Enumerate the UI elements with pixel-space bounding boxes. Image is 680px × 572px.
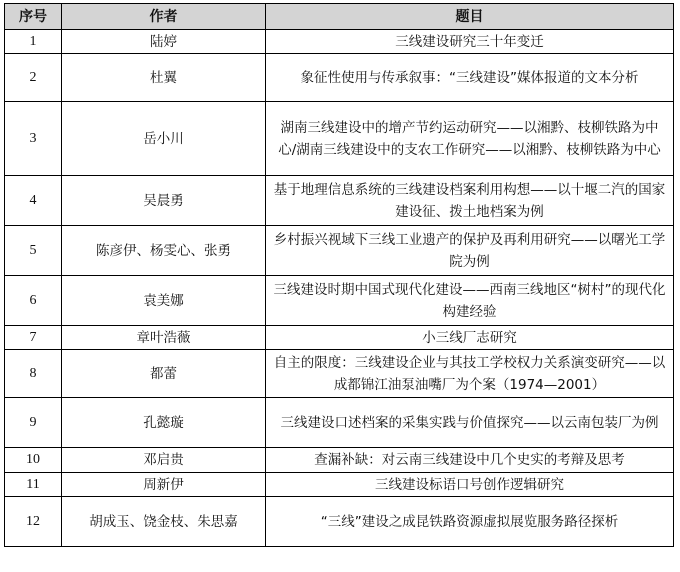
row-author: 陈彦伊、杨雯心、张勇 — [62, 226, 266, 276]
row-title: 基于地理信息系统的三线建设档案利用构想——以十堰二汽的国家建设征、拨土地档案为例 — [266, 176, 674, 226]
header-no: 序号 — [5, 4, 62, 30]
row-number: 3 — [5, 102, 62, 176]
table-row — [5, 276, 674, 326]
row-title: 三线建设研究三十年变迁 — [266, 30, 674, 54]
table-row — [5, 102, 674, 176]
row-number: 7 — [5, 326, 62, 350]
row-title: 查漏补缺：对云南三线建设中几个史实的考辩及思考 — [266, 448, 674, 473]
table-row — [5, 497, 674, 547]
table-row — [5, 398, 674, 448]
row-title: 湖南三线建设中的增产节约运动研究——以湘黔、枝柳铁路为中心/湖南三线建设中的支农工作研究——以湘黔、枝柳铁路为中心 — [266, 102, 674, 176]
row-title: 象征性使用与传承叙事：“三线建设”媒体报道的文本分析 — [266, 54, 674, 102]
table-row — [5, 54, 674, 102]
table-row — [5, 350, 674, 398]
row-number: 4 — [5, 176, 62, 226]
row-title: 三线建设标语口号创作逻辑研究 — [266, 473, 674, 497]
row-author: 杜翼 — [62, 54, 266, 102]
row-number: 2 — [5, 54, 62, 102]
row-author: 吴晨勇 — [62, 176, 266, 226]
row-author: 孔懿璇 — [62, 398, 266, 448]
row-title: 自主的限度：三线建设企业与其技工学校权力关系演变研究——以成都锦江油泵油嘴厂为个案（1974—2001） — [266, 350, 674, 398]
row-number: 9 — [5, 398, 62, 448]
row-author: 邓启贵 — [62, 448, 266, 473]
row-author: 岳小川 — [62, 102, 266, 176]
header-author: 作者 — [62, 4, 266, 30]
row-title: “三线”建设之成昆铁路资源虚拟展览服务路径探析 — [266, 497, 674, 547]
row-number: 1 — [5, 30, 62, 54]
papers-table — [4, 3, 674, 547]
header-title: 题目 — [266, 4, 674, 30]
row-number: 5 — [5, 226, 62, 276]
row-number: 8 — [5, 350, 62, 398]
table-row — [5, 326, 674, 350]
row-title: 乡村振兴视域下三线工业遗产的保护及再利用研究——以曙光工学院为例 — [266, 226, 674, 276]
row-author: 陆婷 — [62, 30, 266, 54]
header-row — [5, 4, 674, 30]
row-author: 周新伊 — [62, 473, 266, 497]
row-author: 胡成玉、饶金枝、朱思嘉 — [62, 497, 266, 547]
row-number: 6 — [5, 276, 62, 326]
row-number: 10 — [5, 448, 62, 473]
row-author: 袁美娜 — [62, 276, 266, 326]
row-title: 三线建设口述档案的采集实践与价值探究——以云南包装厂为例 — [266, 398, 674, 448]
table-row — [5, 226, 674, 276]
table-row — [5, 30, 674, 54]
table-row — [5, 176, 674, 226]
row-author: 章叶浩薇 — [62, 326, 266, 350]
row-title: 三线建设时期中国式现代化建设——西南三线地区“树村”的现代化构建经验 — [266, 276, 674, 326]
row-title: 小三线厂志研究 — [266, 326, 674, 350]
row-author: 都蕾 — [62, 350, 266, 398]
table-row — [5, 448, 674, 473]
row-number: 11 — [5, 473, 62, 497]
row-number: 12 — [5, 497, 62, 547]
table-row — [5, 473, 674, 497]
